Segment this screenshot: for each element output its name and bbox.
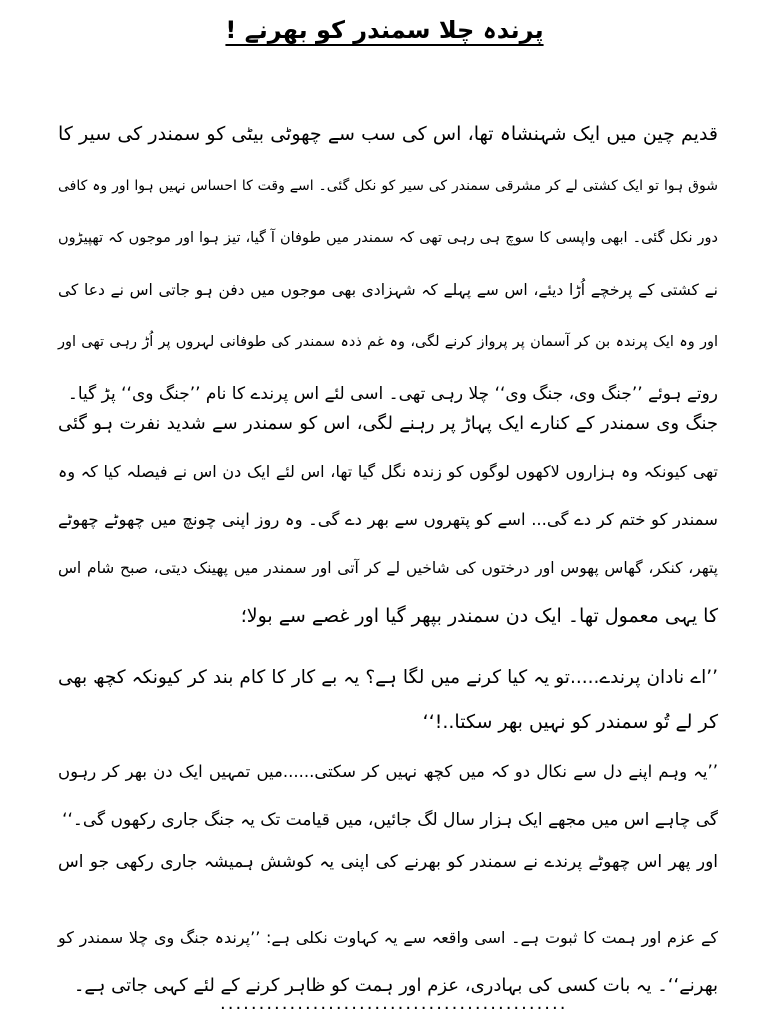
text-line: کر لے تُو سمندر کو نہیں بھر سکتا..!‘‘ — [422, 711, 718, 733]
text-line: ’’یہ وہم اپنے دل سے نکال دو کہ میں کچھ نہیں کر سکتی......میں تمہیں ایک دن بھر کر رہوں — [58, 762, 718, 781]
text-line: نے کشتی کے پرخچے اُڑا دیئے، اس سے پہلے کہ شہزادی بھی موجوں میں دفن ہو جاتی اس نے دعا کی — [58, 281, 718, 299]
text-line: کا یہی معمول تھا۔ ایک دن سمندر بپھر گیا اور غصے سے بولا؛ — [240, 605, 718, 627]
text-line: سمندر کو ختم کر دے گی... اسے کو پتھروں سے بھر دے گی۔ وہ روز اپنی چونچ میں چھوٹے چھوٹے — [58, 510, 718, 529]
paragraph-5 — [58, 838, 718, 886]
paragraph-4-quote-bird — [58, 748, 718, 844]
paragraph-1 — [58, 108, 718, 420]
dotted-separator: ............................................. — [220, 993, 568, 1014]
text-line: گی چاہے اس میں مجھے ایک ہزار سال لگ جائیں، میں قیامت تک یہ جنگ جاری رکھوں گی۔‘‘ — [62, 810, 718, 830]
paragraph-3-quote-sea — [58, 656, 718, 744]
page-title: پرندہ چلا سمندر کو بھرنے ! — [225, 16, 544, 44]
text-line: دور نکل گئی۔ ابھی واپسی کا سوچ ہی رہی تھی کہ سمندر میں طوفان آ گیا، تیز ہوا اور موجوں کہ تھپیڑوں — [58, 230, 718, 246]
text-line: اور وہ ایک پرندہ بن کر آسمان پر پرواز کرنے لگی، وہ غم ذدہ سمندر کی طوفانی لہروں پر اُڑ رہی تھی اور — [58, 334, 718, 350]
text-line: قدیم چین میں ایک شہنشاہ تھا، اس کی سب سے چھوٹی بیٹی کو سمندر کی سیر کا — [58, 123, 718, 145]
paragraph-2 — [58, 400, 718, 640]
text-line: تھی کیونکہ وہ ہزاروں لاکھوں لوگوں کو زندہ نگل گیا تھا، اس لئے ایک دن اس نے فیصلہ کیا کہ وہ — [58, 462, 719, 481]
text-line: پتھر، کنکر، گھاس پھوس اور درختوں کی شاخیں لے کر آتی اور سمندر میں پھینک دیتی، صبح شام اس — [58, 559, 718, 577]
text-line: جنگ وی سمندر کے کنارے ایک پہاڑ پر رہنے لگی، اس کو سمندر سے شدید نفرت ہو گئی — [58, 413, 718, 434]
text-line: روتے ہوئے ’’جنگ وی، جنگ وی‘‘ چلا رہی تھی۔ اسی لئے اس پرندے کا نام ’’جنگ وی‘‘ پڑ گیا۔ — [67, 384, 718, 404]
text-line: اور پھر اس چھوٹے پرندے نے سمندر کو بھرنے کی اپنی یہ کوشش ہمیشہ جاری رکھی جو اس — [58, 852, 718, 872]
text-line: بھرنے‘‘۔ یہ بات کسی کی بہادری، عزم اور ہمت کو ظاہر کرنے کے لئے کہی جاتی ہے۔ — [73, 975, 718, 996]
text-line: شوق ہوا تو ایک کشتی لے کر مشرقی سمندر کی سیر کو نکل گئی۔ اسے وقت کا احساس نہیں ہوا اور وہ کافی — [58, 178, 718, 194]
text-line: ’’اے نادان پرندے.....تو یہ کیا کرنے میں لگا ہے؟ یہ بے کار کا کام بند کر کیونکہ کچھ بھی — [58, 667, 718, 688]
text-line: کے عزم اور ہمت کا ثبوت ہے۔ اسی واقعہ سے یہ کہاوت نکلی ہے: ’’پرندہ جنگ وی چلا سمندر کو — [58, 928, 718, 947]
